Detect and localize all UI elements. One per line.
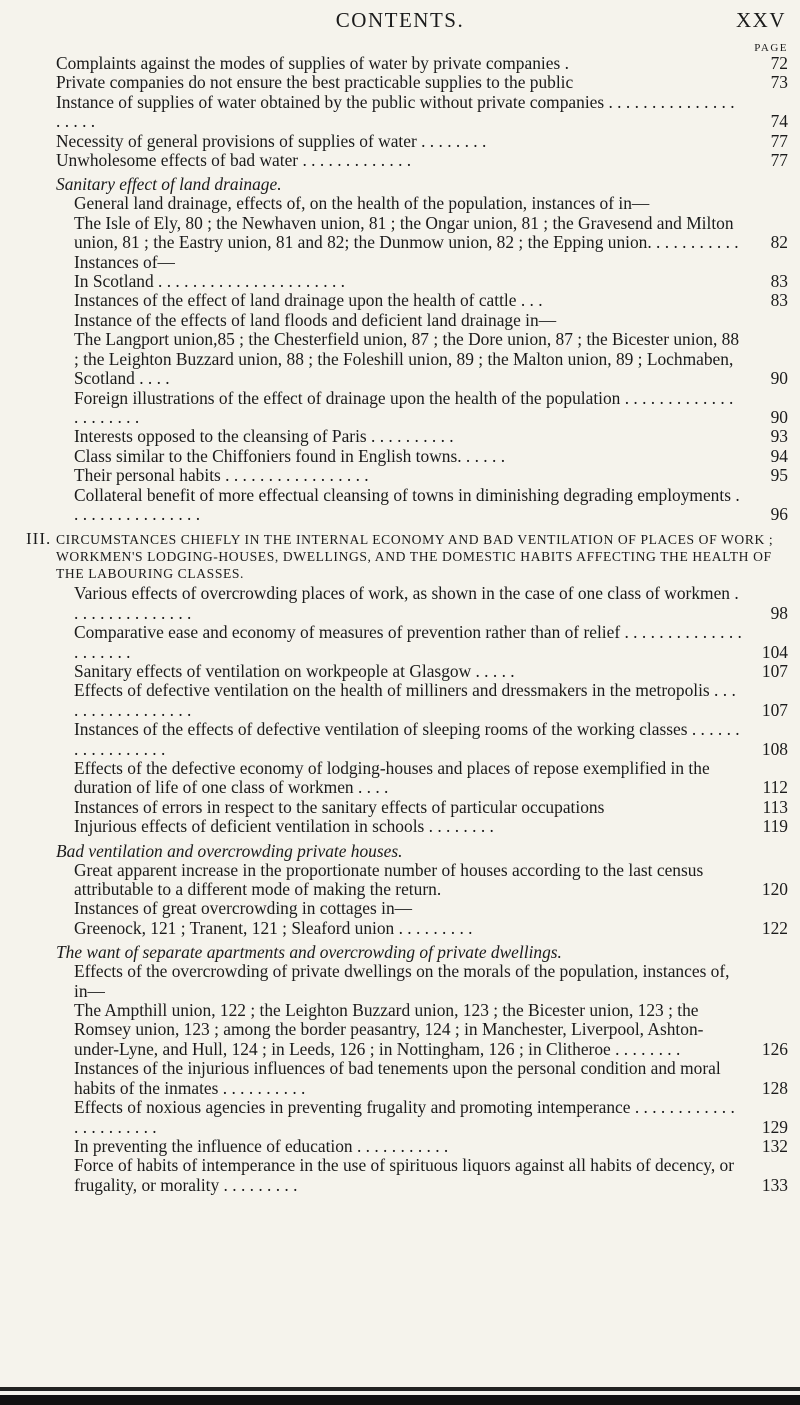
- entry-text: Instances of errors in respect to the sanitary effects of particular occupations: [74, 796, 605, 817]
- section-heading-iii: [26, 529, 788, 582]
- toc-entry: [74, 681, 788, 720]
- entry-page: 119: [762, 816, 788, 837]
- entry-text: Unwholesome effects of bad water . . . . . . . . . . . . .: [56, 150, 412, 171]
- entry-text: Collateral benefit of more effectual cleansing of towns in diminishing degrading employments . . . . . . . . . . . . . . . .: [74, 484, 740, 524]
- section-number: III.: [26, 529, 52, 549]
- entry-page: 129: [761, 1116, 788, 1137]
- sanitary-block: [56, 194, 788, 524]
- entry-text: Effects of the defective economy of lodging-houses and places of repose exemplified in the duration of life of one class of workmen . . . .: [74, 758, 710, 798]
- entry-text: Their personal habits . . . . . . . . . . . . . . . . .: [74, 465, 369, 486]
- entry-page: 77: [770, 150, 788, 171]
- subsection-heading-want-of-apartments: The want of separate apartments and overcrowding of private dwellings.: [56, 942, 562, 963]
- contents-list: [26, 53, 788, 1195]
- subsection-heading-bad-ventilation: Bad ventilation and overcrowding private houses.: [56, 840, 403, 861]
- toc-entry: [74, 389, 788, 428]
- entry-text: Instances of great overcrowding in cottages in—: [74, 898, 413, 919]
- entry-text: Effects of noxious agencies in preventing frugality and promoting intemperance . . . . . . . . . . . . . . . . . . . . . .: [74, 1097, 735, 1137]
- entry-text: Foreign illustrations of the effect of drainage upon the health of the population . . . . . . . . . . . . . . . . . . . . .: [74, 387, 734, 427]
- toc-entry: [56, 151, 788, 170]
- entry-page: 73: [770, 72, 788, 93]
- entry-text: Greenock, 121 ; Tranent, 121 ; Sleaford union . . . . . . . . .: [74, 917, 473, 938]
- toc-entry: [56, 73, 788, 92]
- entry-page: 94: [770, 445, 788, 466]
- toc-entry: [74, 291, 788, 310]
- scan-edge-bar: [0, 1395, 800, 1405]
- entry-page: 122: [761, 917, 788, 938]
- toc-entry: [74, 798, 788, 817]
- page-title: CONTENTS.: [335, 8, 465, 32]
- entry-page: 90: [770, 368, 788, 389]
- entry-text: Instances of the effect of land drainage upon the health of cattle . . .: [74, 290, 543, 311]
- toc-entry: [74, 662, 788, 681]
- bad-ventilation-block: [56, 861, 788, 939]
- entry-text: Sanitary effects of ventilation on workpeople at Glasgow . . . . .: [74, 660, 515, 681]
- page-number-roman: XXV: [736, 8, 786, 32]
- toc-entry: [74, 214, 788, 253]
- entry-page: 83: [770, 290, 788, 311]
- toc-entry: [74, 1156, 788, 1195]
- toc-entry: [56, 132, 788, 151]
- entry-page: 104: [761, 641, 788, 662]
- entry-page: 77: [770, 130, 788, 151]
- toc-entry: [56, 93, 788, 132]
- entry-page: 96: [770, 503, 788, 524]
- entry-text: Instances of—: [74, 251, 175, 272]
- entry-page: 93: [770, 426, 788, 447]
- entry-page: 108: [761, 738, 788, 759]
- toc-entry: [74, 1001, 788, 1059]
- entry-page: 83: [770, 271, 788, 292]
- page-column-label: PAGE: [754, 42, 788, 54]
- toc-entry: [74, 1137, 788, 1156]
- entry-page: 72: [770, 53, 788, 73]
- entry-text: Instances of the effects of defective ventilation of sleeping rooms of the working classes . . . . . . . . . . . . . . . . .: [74, 719, 740, 759]
- entry-page: 95: [770, 465, 788, 486]
- entry-page: 107: [761, 660, 788, 681]
- entry-text: In preventing the influence of education . . . . . . . . . . .: [74, 1135, 449, 1156]
- entry-text: Force of habits of intemperance in the use of spirituous liquors against all habits of decency, or frugality, or morality . . . . . . . . .: [74, 1155, 735, 1195]
- entry-text: Private companies do not ensure the best practicable supplies to the public: [56, 72, 574, 93]
- toc-entry: [74, 623, 788, 662]
- entry-page: 126: [761, 1038, 788, 1059]
- toc-entry: [74, 447, 788, 466]
- entry-text: Necessity of general provisions of supplies of water . . . . . . . .: [56, 130, 487, 151]
- toc-entry: [56, 54, 788, 73]
- toc-entry: [74, 1098, 788, 1137]
- entry-text: Interests opposed to the cleansing of Paris . . . . . . . . . .: [74, 426, 454, 447]
- entry-page: 107: [761, 699, 788, 720]
- entry-page: 113: [762, 796, 788, 817]
- page-header: [0, 6, 800, 36]
- entry-text: In Scotland . . . . . . . . . . . . . . . . . . . . . .: [74, 271, 345, 292]
- entry-text: Great apparent increase in the proportionate number of houses according to the last census attributable to a different mode of making the return.: [74, 859, 704, 900]
- toc-entry: [74, 962, 788, 1001]
- toc-entry: [74, 817, 788, 836]
- entry-text: General land drainage, effects of, on the health of the population, instances of in—: [74, 193, 650, 214]
- toc-entry: [74, 311, 788, 330]
- toc-entry: [74, 330, 788, 388]
- section-title: CIRCUMSTANCES CHIEFLY IN THE INTERNAL ECONOMY AND BAD VENTILATION OF PLACES OF WORK ; WORKMEN'S LODGING-HOUSES, DWELLINGS, AND THE DOMESTIC HABITS AFFECTING THE HEALTH OF THE LABOURING CLASSES.: [56, 532, 774, 582]
- entry-page: 90: [770, 406, 788, 427]
- entry-text: Instances of the injurious influences of bad tenements upon the personal condition and moral habits of the inmates . . . . . . . . . .: [74, 1058, 721, 1098]
- entry-text: Instance of the effects of land floods and deficient land drainage in—: [74, 309, 557, 330]
- entry-text: Comparative ease and economy of measures of prevention rather than of relief . . . . . . . . . . . . . . . . . . . . .: [74, 622, 742, 662]
- entry-page: 82: [770, 232, 788, 253]
- toc-entry: [74, 427, 788, 446]
- entry-text: The Ampthill union, 122 ; the Leighton Buzzard union, 123 ; the Bicester union, 123 ; the Romsey union, 123 ; among the border peasantry, 124 ; in Manchester, Liverpool, Ashton-under-Lyne, and Hull, 124 ; in Leeds, 126 ; in Nottingham, 126 ; in Clitheroe . . . . . . . .: [74, 1000, 704, 1059]
- entry-page: 132: [761, 1135, 788, 1156]
- entry-text: Various effects of overcrowding places of work, as shown in the case of one class of workmen . . . . . . . . . . . . . . .: [74, 583, 739, 623]
- entry-text: Class similar to the Chiffoniers found in English towns. . . . . .: [74, 445, 506, 466]
- entry-text: The Isle of Ely, 80 ; the Newhaven union, 81 ; the Ongar union, 81 ; the Gravesend and Milton union, 81 ; the Eastry union, 81 and 82; the Dunmow union, 82 ; the Epping union. . . . . . . . . . .: [74, 212, 739, 253]
- subsection-heading-sanitary: Sanitary effect of land drainage.: [56, 174, 282, 195]
- entry-text: Instance of supplies of water obtained by the public without private companies . . . . . . . . . . . . . . . . . . . .: [56, 91, 735, 132]
- want-block: [56, 962, 788, 1195]
- entry-page: 120: [761, 879, 788, 900]
- toc-entry: [74, 466, 788, 485]
- toc-entry: [74, 861, 788, 900]
- entry-text: Effects of the overcrowding of private dwellings on the morals of the population, instances of, in—: [74, 961, 730, 1001]
- entry-text: The Langport union,85 ; the Chesterfield union, 87 ; the Dore union, 87 ; the Bicester union, 88 ; the Leighton Buzzard union, 88 ; the Foleshill union, 89 ; the Malton union, 89 ; Lochmaben, Scotland . . . .: [74, 329, 740, 389]
- entry-page: 112: [762, 777, 788, 798]
- toc-entry: [74, 1059, 788, 1098]
- toc-entry: [74, 194, 788, 213]
- toc-entry: [74, 584, 788, 623]
- toc-entry: [74, 253, 788, 272]
- toc-entry: [74, 899, 788, 918]
- toc-entry: [74, 486, 788, 525]
- toc-entry: [74, 272, 788, 291]
- entry-text: Complaints against the modes of supplies of water by private companies .: [56, 53, 569, 73]
- toc-entry: [74, 759, 788, 798]
- entry-page: 98: [770, 602, 788, 623]
- scan-edge-line: [0, 1387, 800, 1391]
- entry-page: 133: [761, 1174, 788, 1195]
- toc-entry: [74, 720, 788, 759]
- entry-page: 74: [770, 111, 788, 132]
- entry-text: Effects of defective ventilation on the health of milliners and dressmakers in the metropolis . . . . . . . . . . . . . . . . .: [74, 680, 736, 720]
- toc-entry: [74, 919, 788, 938]
- entry-page: 128: [761, 1077, 788, 1098]
- entry-text: Injurious effects of deficient ventilation in schools . . . . . . . .: [74, 816, 494, 837]
- section-iii-block: [56, 584, 788, 836]
